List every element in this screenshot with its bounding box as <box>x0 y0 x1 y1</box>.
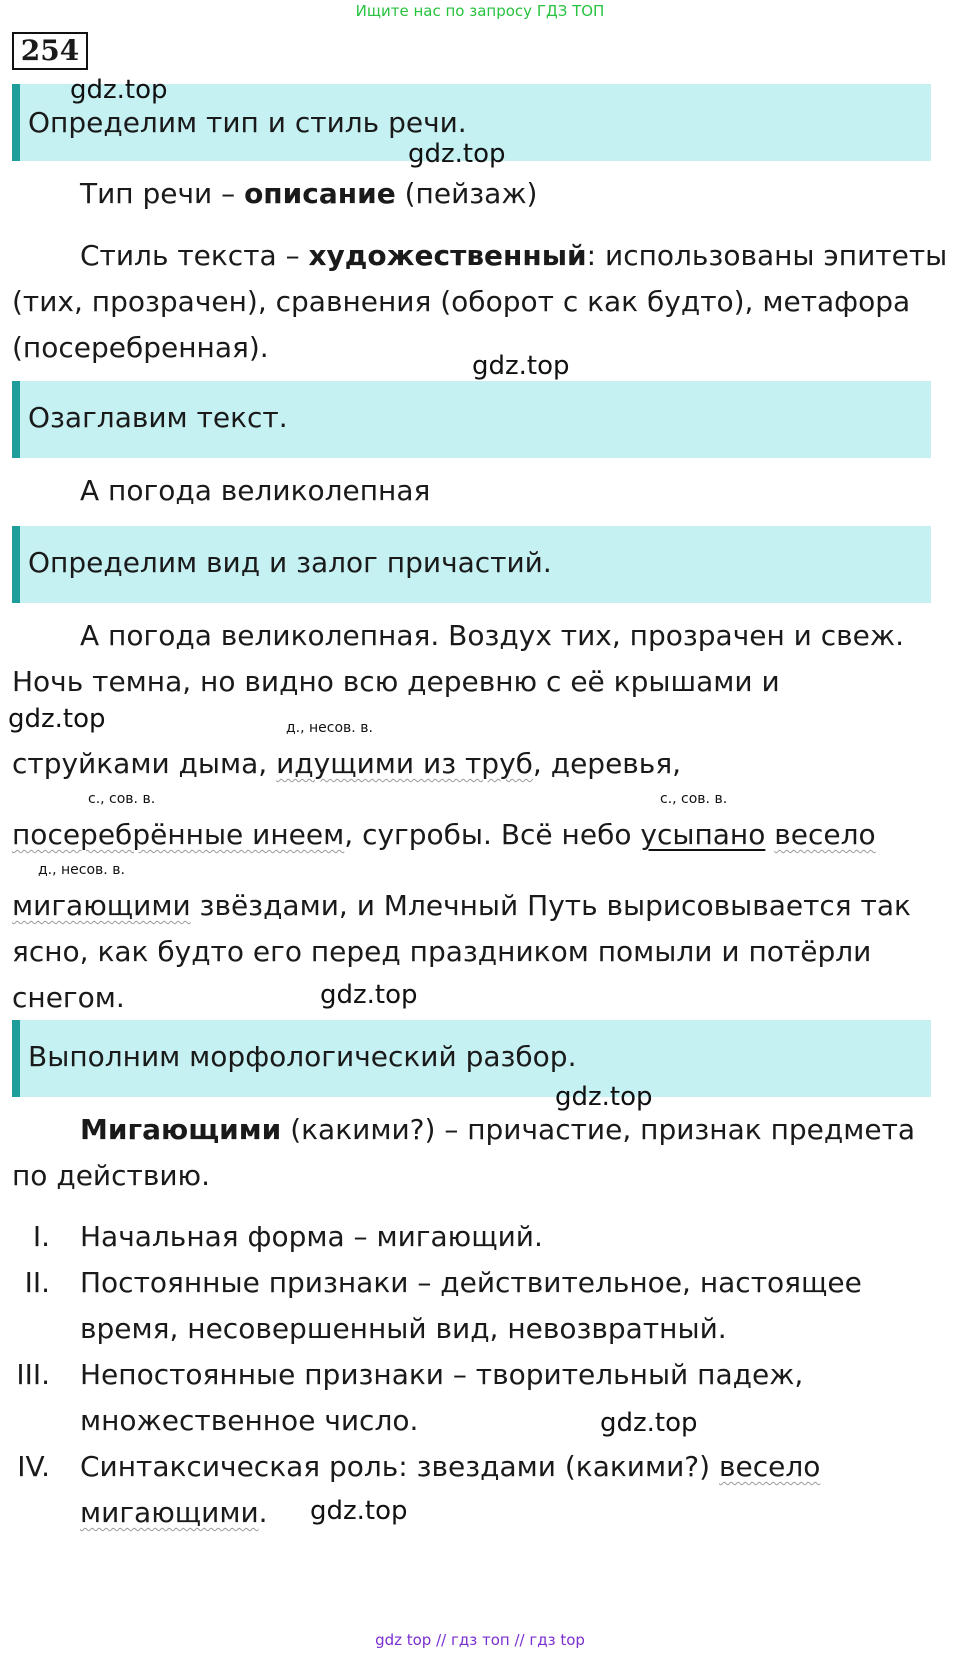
list-item: Постоянные признаки – действительное, настоящее <box>80 1266 862 1299</box>
passage-line: мигающими звёздами, и Млечный Путь вырисовывается так <box>12 889 911 922</box>
list-item: Непостоянные признаки – творительный падеж, <box>80 1358 804 1391</box>
text-title: А погода великолепная <box>80 474 431 507</box>
speech-type-line: Тип речи – описание (пейзаж) <box>80 177 538 210</box>
list-item: множественное число. <box>80 1404 419 1437</box>
morph-intro-line: Мигающими (какими?) – причастие, признак предмета <box>80 1113 916 1146</box>
passage-line: А погода великолепная. Воздух тих, прозрачен и свеж. <box>80 619 905 652</box>
exercise-number: 254 <box>12 32 88 70</box>
top-search-link[interactable]: Ищите нас по запросу ГДЗ ТОП <box>355 2 605 20</box>
list-item: мигающими. <box>80 1496 268 1529</box>
section-heading: Озаглавим текст. <box>28 401 288 434</box>
watermark: gdz.top <box>70 75 168 105</box>
section-heading: Определим вид и залог причастий. <box>28 546 552 579</box>
style-line-3: (посеребренная). <box>12 331 269 364</box>
list-item: Начальная форма – мигающий. <box>80 1220 543 1253</box>
watermark: gdz.top <box>8 704 106 734</box>
participle-annotation: д., несов. в. <box>38 862 125 878</box>
list-item: время, несовершенный вид, невозвратный. <box>80 1312 727 1345</box>
watermark: gdz.top <box>320 980 418 1010</box>
watermark: gdz.top <box>310 1496 408 1526</box>
passage-line: посеребрённые инеем, сугробы. Всё небо усыпано весело <box>12 818 876 851</box>
list-number: II. <box>24 1266 50 1299</box>
bottom-links[interactable]: gdz top // гдз топ // гдз top <box>375 1631 585 1649</box>
passage-line: ясно, как будто его перед праздником помыли и потёрли <box>12 935 872 968</box>
participle-annotation: с., сов. в. <box>660 791 728 807</box>
list-number: I. <box>32 1220 50 1253</box>
passage-line: струйками дыма, идущими из труб, деревья, <box>12 747 682 780</box>
participle-annotation: с., сов. в. <box>88 791 156 807</box>
watermark: gdz.top <box>555 1082 653 1112</box>
list-item: Синтаксическая роль: звездами (какими?) весело <box>80 1450 821 1483</box>
watermark: gdz.top <box>600 1408 698 1438</box>
passage-line: снегом. <box>12 981 125 1014</box>
passage-line: Ночь темна, но видно всю деревню с её крышами и <box>12 665 780 698</box>
watermark: gdz.top <box>408 139 506 169</box>
participle-annotation: д., несов. в. <box>286 720 373 736</box>
style-line-2: (тих, прозрачен), сравнения (оборот с как будто), метафора <box>12 285 911 318</box>
section-heading: Определим тип и стиль речи. <box>28 106 467 139</box>
list-number: III. <box>16 1358 50 1391</box>
watermark: gdz.top <box>472 351 570 381</box>
section-heading: Выполним морфологический разбор. <box>28 1040 577 1073</box>
morph-intro-line: по действию. <box>12 1159 210 1192</box>
style-line-1: Стиль текста – художественный: использованы эпитеты <box>80 239 948 272</box>
list-number: IV. <box>17 1450 50 1483</box>
